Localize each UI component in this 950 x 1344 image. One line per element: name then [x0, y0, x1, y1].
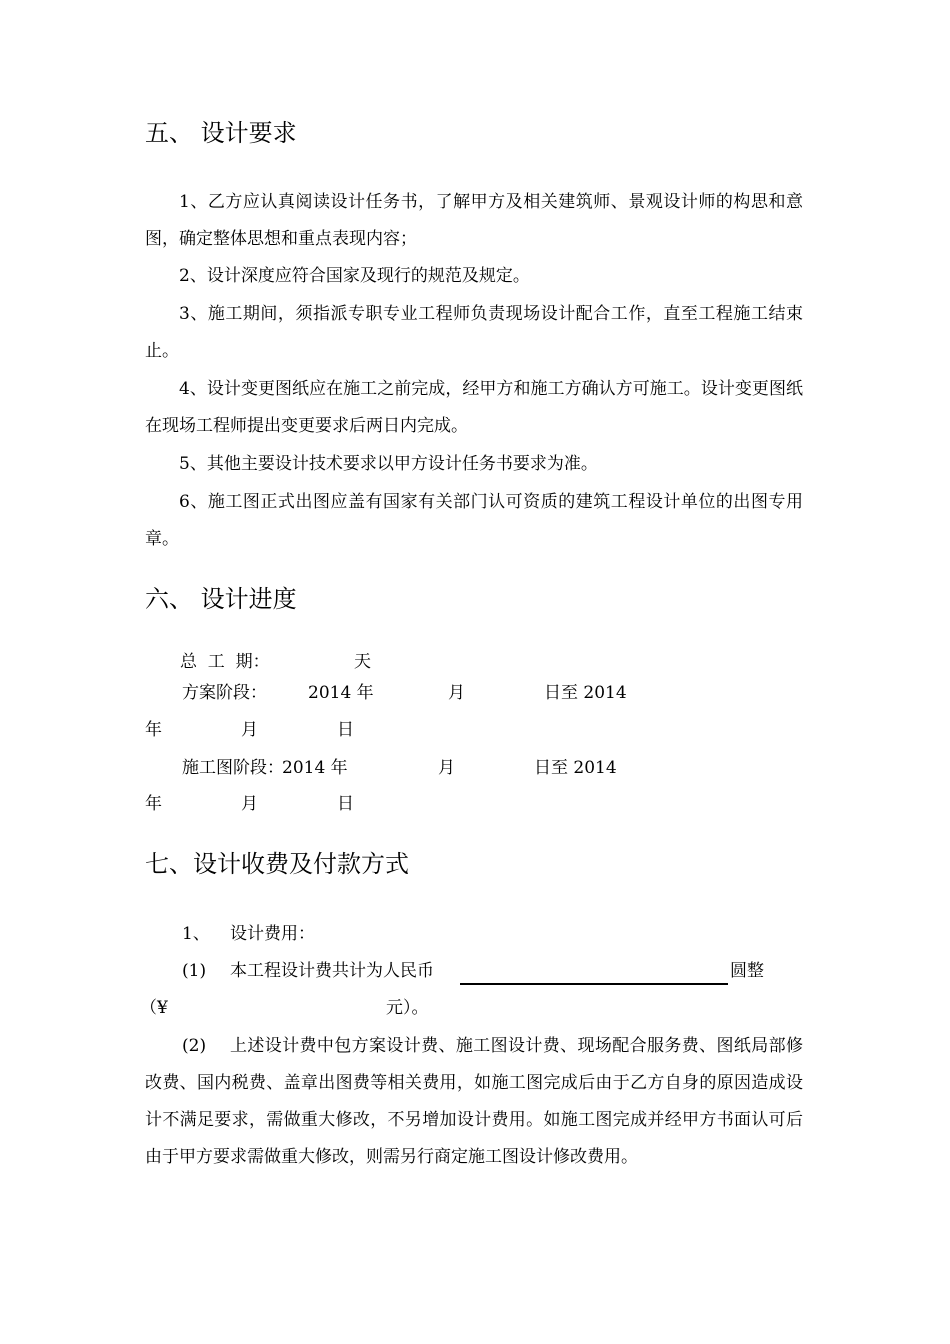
scheme-start-day: 日至 2014 — [544, 683, 627, 703]
fee-amount-blank-line — [460, 983, 728, 985]
fee-clause-1-number: (1) — [182, 961, 207, 981]
scheme-start-year: 2014 年 — [308, 683, 374, 703]
fee-clause-1-text: 本工程设计费共计为人民币 — [230, 961, 434, 981]
total-period-unit: 天 — [354, 652, 371, 672]
drawing-start-year: 2014 年 — [282, 758, 348, 778]
drawing-end-year: 年 — [145, 794, 162, 814]
fee-clause-2-text: 上述设计费中包方案设计费、施工图设计费、现场配合服务费、图纸局部修改费、国内税费、盖章出图费等相关费用，如施工图完成后由于乙方自身的原因造成设计不满足要求，需做重大修改，不另增加设计费用。如施工图完成并经甲方书面认可后由于甲方要求需做重大修改，则需另行商定施工图设计修改费用。 — [145, 1036, 803, 1167]
fee-item-title: 设计费用： — [230, 924, 315, 944]
section-5-item-4: 4、设计变更图纸应在施工之前完成，经甲方和施工方确认方可施工。设计变更图纸在现场工程师提出变更要求后两日内完成。 — [145, 379, 803, 436]
drawing-end-day: 日 — [337, 794, 354, 814]
fee-yuan-paren-open: （¥ — [140, 998, 168, 1018]
section-7-title: 七、设计收费及付款方式 — [145, 850, 409, 878]
fee-clause-2-number: (2) — [182, 1036, 207, 1056]
section-5-item-3: 3、施工期间，须指派专职专业工程师负责现场设计配合工作，直至工程施工结束止。 — [145, 304, 803, 361]
total-period-label: 总 工 期： — [180, 652, 270, 672]
scheme-end-month: 月 — [241, 720, 258, 740]
section-5-item-1: 1、乙方应认真阅读设计任务书，了解甲方及相关建筑师、景观设计师的构思和意图，确定整体思想和重点表现内容； — [145, 192, 803, 249]
scheme-end-day: 日 — [337, 720, 354, 740]
drawing-start-month: 月 — [438, 758, 455, 778]
section-5-item-2: 2、设计深度应符合国家及现行的规范及规定。 — [179, 266, 530, 286]
scheme-stage-label: 方案阶段： — [182, 683, 267, 703]
scheme-start-month: 月 — [448, 683, 465, 703]
fee-yuan-paren-close: 元）。 — [386, 998, 429, 1018]
drawing-stage-label: 施工图阶段： — [182, 758, 284, 778]
drawing-end-month: 月 — [241, 794, 258, 814]
section-5-title: 五、 设计要求 — [145, 119, 297, 147]
fee-clause-1-unit: 圆整 — [730, 961, 764, 981]
drawing-start-day: 日至 2014 — [534, 758, 617, 778]
section-5-item-5: 5、其他主要设计技术要求以甲方设计任务书要求为准。 — [179, 454, 598, 474]
section-5-item-6: 6、施工图正式出图应盖有国家有关部门认可资质的建筑工程设计单位的出图专用章。 — [145, 492, 803, 549]
fee-item-number: 1、 — [182, 924, 210, 944]
scheme-end-year: 年 — [145, 720, 162, 740]
section-6-title: 六、 设计进度 — [145, 585, 297, 613]
